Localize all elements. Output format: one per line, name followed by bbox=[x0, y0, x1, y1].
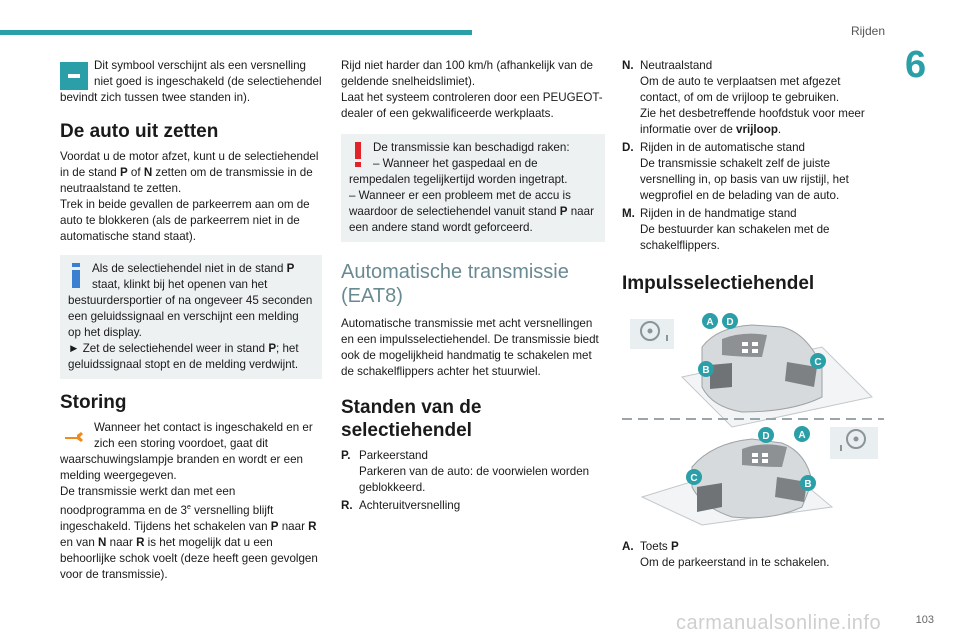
selector-lever-top bbox=[682, 325, 872, 427]
steering-wheel-icon bbox=[630, 319, 674, 349]
svg-text:A: A bbox=[798, 430, 806, 441]
page-number: 103 bbox=[915, 614, 934, 626]
list-item: P. Parkeerstand Parkeren van de auto: de voorwielen worden geblokkeerd. bbox=[341, 449, 590, 494]
list-item: D. Rijden in de automatische stand De transmissie schakelt zelf de juiste versnelling in, op basis van uw rijstijl, het wegprofiel en de belading van de auto. bbox=[622, 141, 849, 202]
list-item: N. Neutraalstand Om de auto te verplaatsen met afgezet contact, of om de vrijloop te gebruiken. Zie het desbetreffende hoofdstuk voor meer informatie over de vrijloop. bbox=[622, 59, 865, 136]
info-icon bbox=[68, 261, 86, 289]
heading-standen: Standen van de selectiehendel bbox=[341, 397, 482, 441]
warning-box: De transmissie kan beschadigd raken: – Wanneer het gaspedaal en de rempedalen tegelijkertijd worden ingetrapt. – Wanneer er een probleem met de accu is waardoor de selectiehendel vanuit stand P naar een andere stand wordt geforceerd. bbox=[341, 134, 605, 242]
fault-paragraph: Wanneer het contact is ingeschakeld en er zich een storing voordoet, gaat dit waarschuwingslampje branden en wordt er een melding weergegeven. bbox=[60, 421, 313, 482]
svg-text:C: C bbox=[690, 473, 698, 484]
header-accent-bar bbox=[0, 30, 472, 35]
selector-lever-illustration bbox=[622, 307, 884, 527]
gear-selector-diagram bbox=[622, 307, 884, 527]
symbol-paragraph: Dit symbool verschijnt als een versnelling niet goed is ingeschakeld (de selectiehendel bevindt zich tussen twee standen in). bbox=[60, 59, 322, 104]
fault-paragraph-2: De transmissie werkt dan met een noodprogramma en de 3e versnelling blijft ingeschakeld. Tijdens het schakelen van P naar R en van N naar R is het mogelijk dat u een behoorlijke schok voelt (deze heeft geen gevolgen voor de transmissie). bbox=[60, 485, 318, 581]
section-label: Rijden bbox=[850, 24, 885, 38]
info-box: Als de selectiehendel niet in de stand P staat, klinkt bij het openen van het bestuurdersportier of na ongeveer 45 seconden een geluidssignaal en verschijnt een melding op het display. ► Zet de selectiehendel weer in stand P; het geluidssignaal stopt en de melding verdwijnt. bbox=[60, 255, 322, 379]
paragraph-off-2: Trek in beide gevallen de parkeerrem aan om de auto te blokkeren (als de parkeerrem niet in de automatische stand staat). bbox=[60, 198, 310, 243]
paragraph-dealer: Laat het systeem controleren door een PEUGEOT-dealer of een gekwalificeerde werkplaats. bbox=[341, 91, 603, 120]
svg-text:A: A bbox=[706, 317, 714, 328]
list-item: R. Achteruitversnelling bbox=[341, 499, 461, 512]
gear-fault-icon bbox=[60, 62, 88, 90]
svg-text:C: C bbox=[814, 357, 822, 368]
heading-auto-uit: De auto uit zetten bbox=[60, 121, 219, 142]
column-2 bbox=[341, 58, 605, 516]
svg-text:B: B bbox=[804, 479, 812, 490]
paragraph-off-1: Voordat u de motor afzet, kunt u de selectiehendel in de stand P of N zetten om de transmissie in de neutraalstand te zetten. bbox=[60, 150, 319, 195]
list-item-key-a: A. Toets P Om de parkeerstand in te schakelen. bbox=[622, 540, 830, 569]
heading-storing: Storing bbox=[60, 392, 127, 413]
heading-impuls: Impulsselectiehendel bbox=[622, 273, 815, 294]
steering-wheel-icon-2 bbox=[830, 427, 878, 459]
wrench-icon bbox=[60, 422, 88, 450]
column-3 bbox=[622, 58, 884, 573]
warning-exclamation-icon bbox=[349, 140, 367, 168]
paragraph-speed: Rijd niet harder dan 100 km/h (afhankelijk van de geldende snelheidslimiet). bbox=[341, 59, 593, 88]
svg-text:B: B bbox=[702, 365, 710, 376]
watermark: carmanualsonline.info bbox=[676, 612, 882, 634]
column-1 bbox=[60, 58, 322, 583]
chapter-number: 6 bbox=[905, 44, 927, 86]
svg-text:D: D bbox=[762, 431, 770, 442]
heading-eat8: Automatische transmissie (EAT8) bbox=[341, 261, 569, 307]
list-item: M. Rijden in de handmatige stand De bestuurder kan schakelen met de schakelflippers. bbox=[622, 207, 830, 252]
paragraph-eat8: Automatische transmissie met acht versnellingen en een impulsselectiehendel. De transmissie biedt ook de mogelijkheid handmatig te schakelen met de schakelflippers achter het stuurwiel. bbox=[341, 317, 599, 378]
svg-text:D: D bbox=[726, 317, 734, 328]
